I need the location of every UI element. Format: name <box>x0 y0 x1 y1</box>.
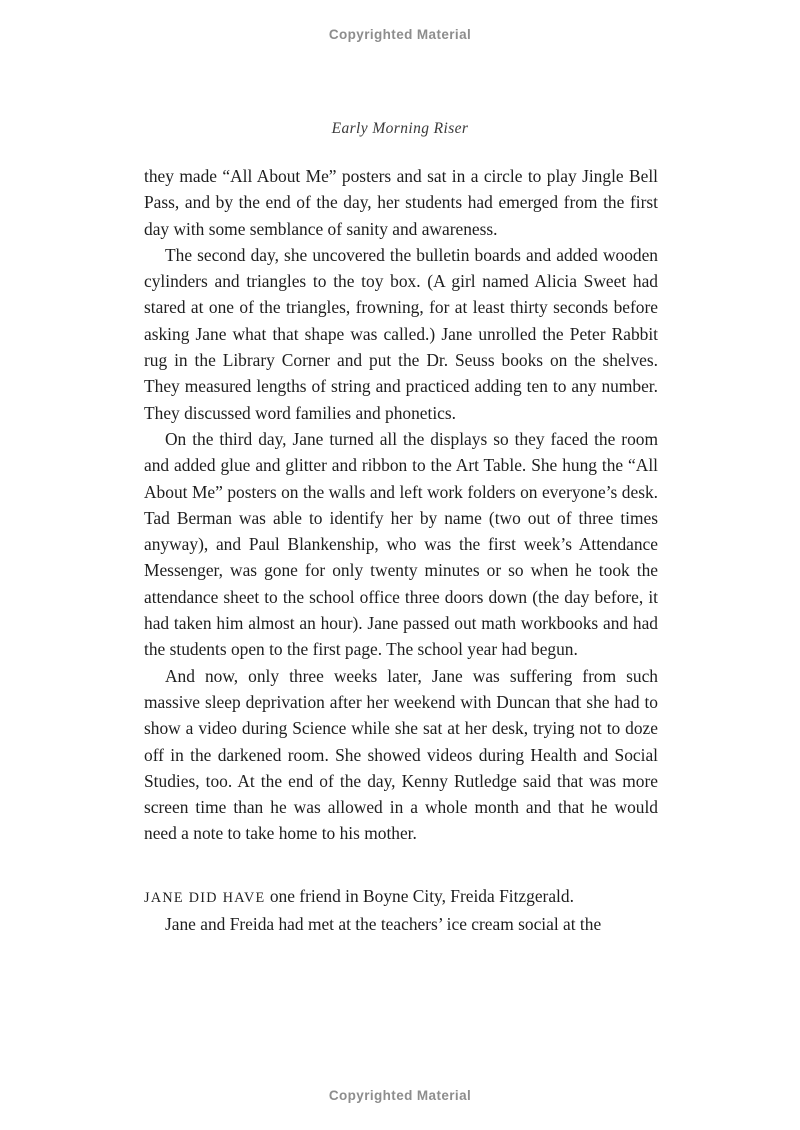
section-opener-small-caps: JANE DID HAVE <box>144 889 266 906</box>
section-opener-paragraph <box>144 883 658 911</box>
running-head: Early Morning Riser <box>331 120 469 137</box>
body-paragraph: And now, only three weeks later, Jane was suffering from such massive sleep deprivation after her weekend with Duncan that she had to show a video during Science while she sat at her desk, trying not to doze off in the darkened room. She showed videos during Health and Social Studies, too. At the end of the day, Kenny Rutledge said that was more screen time than he was allowed in a whole month and that he would need a note to take home to his mother. <box>144 665 658 844</box>
body-paragraph: Jane and Freida had met at the teachers’ ice cream social at the <box>165 914 602 935</box>
body-paragraph: they made “All About Me” posters and sat in a circle to play Jingle Bell Pass, and by the end of the day, her students had emerged from the first day with some semblance of sanity and awareness. <box>144 166 658 239</box>
body-paragraph: The second day, she uncovered the bulletin boards and added wooden cylinders and triangles to the toy box. (A girl named Alicia Sweet had stared at one of the triangles, frowning, for at least thirty seconds before asking Jane what that shape was called.) Jane unrolled the Peter Rabbit rug in the Library Corner and put the Dr. Seuss books on the shelves. They measured lengths of string and practiced adding ten to any number. They discussed word families and phonetics. <box>144 244 658 423</box>
copyright-notice-top: Copyrighted Material <box>328 27 472 42</box>
section-opener-rest: one friend in Boyne City, Freida Fitzgerald. <box>265 885 574 906</box>
copyright-notice-bottom: Copyrighted Material <box>328 1088 472 1103</box>
body-text-block <box>144 163 658 937</box>
body-paragraph: On the third day, Jane turned all the displays so they faced the room and added glue and glitter and ribbon to the Art Table. She hung the “All About Me” posters on the walls and left work folders on everyone’s desk. Tad Berman was able to identify her by name (two out of three times anyway), and Paul Blankenship, who was the first week’s Attendance Messenger, was gone for only twenty minutes or so when he took the attendance sheet to the school office three doors down (the day before, it had taken him almost an hour). Jane passed out math workbooks and had the students open to the first page. The school year had begun. <box>144 428 658 660</box>
